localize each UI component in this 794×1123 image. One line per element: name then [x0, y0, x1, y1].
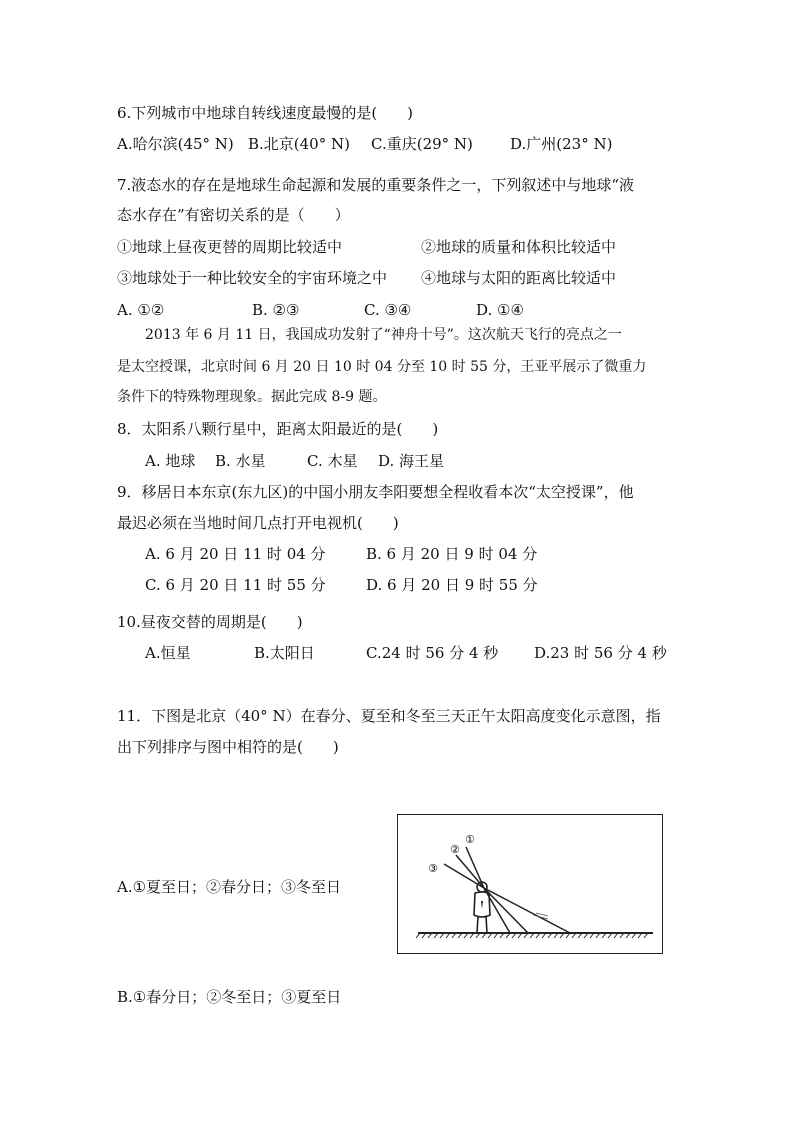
q7-statement-1: ①地球上昼夜更替的周期比较适中 [117, 238, 343, 256]
q10-stem: 10.昼夜交替的周期是( ) [117, 613, 303, 631]
q8-option-c: C. 木星 [307, 452, 358, 470]
q7-stem-line2: 态水存在”有密切关系的是（ ） [117, 206, 350, 224]
sun-altitude-figure [397, 814, 663, 954]
q6-stem: 6.下列城市中地球自转线速度最慢的是( ) [117, 104, 414, 122]
q7-statement-3: ③地球处于一种比较安全的宇宙环境之中 [117, 269, 388, 287]
q7-option-d: D. ①④ [476, 301, 524, 319]
q6-option-d: D.广州(23° N) [510, 135, 613, 153]
q7-option-b: B. ②③ [252, 301, 300, 319]
q6-option-c: C.重庆(29° N) [371, 135, 473, 153]
sun-altitude-diagram [398, 815, 664, 955]
figure-label-2: ② [450, 843, 460, 856]
q7-stem-line1: 7.液态水的存在是地球生命起源和发展的重要条件之一，下列叙述中与地球“液 [117, 176, 634, 194]
q7-statement-4: ④地球与太阳的距离比较适中 [421, 269, 617, 287]
passage-line3: 条件下的特殊物理现象。据此完成 8-9 题。 [117, 389, 387, 405]
q6-options [117, 134, 677, 154]
q10-option-b: B.太阳日 [254, 644, 315, 662]
q10-option-d: D.23 时 56 分 4 秒 [534, 644, 667, 662]
q10-options [145, 643, 665, 663]
q6-option-b: B.北京(40° N) [248, 135, 350, 153]
q9-option-a: A. 6 月 20 日 11 时 04 分 [145, 545, 326, 563]
q11-option-b: B.①春分日；②冬至日；③夏至日 [117, 988, 342, 1006]
q6-option-a: A.哈尔滨(45° N) [117, 135, 234, 153]
q11-stem-line1: 11．下图是北京（40° N）在春分、夏至和冬至三天正午太阳高度变化示意图，指 [117, 707, 661, 725]
figure-label-3: ③ [428, 862, 438, 875]
q7-option-a: A. ①② [117, 301, 165, 319]
q8-option-d: D. 海王星 [378, 452, 445, 470]
passage-line2: 是太空授课，北京时间 6 月 20 日 10 时 04 分至 10 时 55 分，王亚平展示了微重力 [117, 359, 647, 375]
q9-option-c: C. 6 月 20 日 11 时 55 分 [145, 576, 326, 594]
q7-option-c: C. ③④ [364, 301, 412, 319]
passage-line1: 2013 年 6 月 11 日，我国成功发射了“神舟十号”。这次航天飞行的亮点之一 [145, 327, 622, 343]
q9-stem-line1: 9．移居日本东京(东九区)的中国小朋友李阳要想全程收看本次“太空授课”，他 [117, 483, 634, 501]
ray-2 [456, 855, 484, 888]
q9-option-b: B. 6 月 20 日 9 时 04 分 [366, 545, 538, 563]
q7-statement-2: ②地球的质量和体积比较适中 [421, 238, 617, 256]
q9-option-d: D. 6 月 20 日 9 时 55 分 [366, 576, 538, 594]
q10-option-c: C.24 时 56 分 4 秒 [366, 644, 499, 662]
sun-rays [444, 847, 570, 933]
q11-stem-line2: 出下列排序与图中相符的是( ) [117, 738, 339, 756]
q10-option-a: A.恒星 [145, 644, 191, 662]
q11-option-a: A.①夏至日；②春分日；③冬至日 [117, 878, 342, 896]
q8-options [145, 451, 565, 471]
q8-stem: 8．太阳系八颗行星中，距离太阳最近的是( ) [117, 420, 439, 438]
figure-label-1: ① [465, 833, 475, 846]
q7-options [117, 300, 677, 320]
q9-stem-line2: 最迟必须在当地时间几点打开电视机( ) [117, 514, 399, 532]
q8-option-a: A. 地球 [145, 452, 196, 470]
q8-option-b: B. 水星 [215, 452, 266, 470]
